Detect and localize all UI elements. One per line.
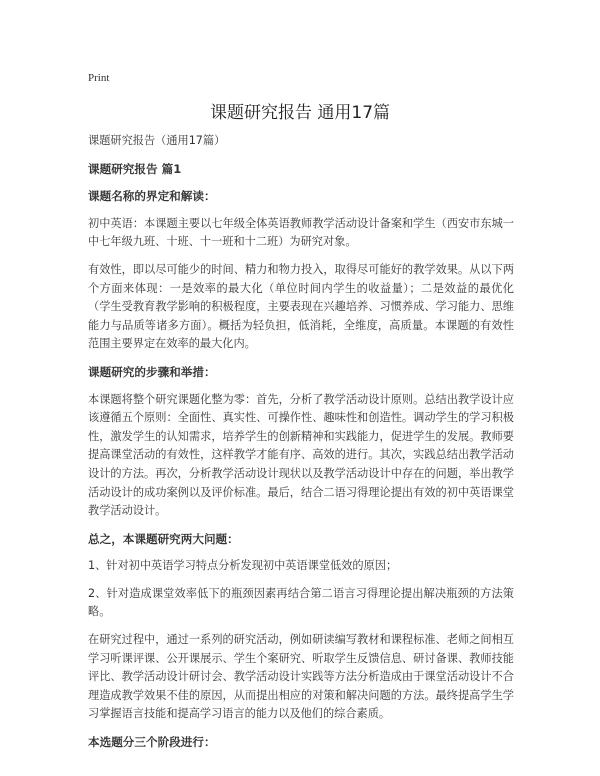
- list-item: 1、针对初中英语学习特点分析发现初中英语课堂低效的原因；: [88, 559, 398, 573]
- paragraph: 有效性，即以尽可能少的时间、精力和物力投入，取得尽可能好的教学效果。从以下两个方面来体现：一是效率的最大化（单位时间内学生的收益量）；二是效益的最优化（学生受教育教学影响的积极程度，主要表现在兴趣培养、习惯养成、学习能力、思维能力与品质等诸多方面）。概括为轻负担，低消耗，全维度，高质量。本课题的有效性范围主要界定在效率的最大化内。: [88, 262, 514, 351]
- paragraph: 初中英语：本课题主要以七年级全体英语教师教学活动设计备案和学生（西安市东城一中七年级九班、十班、十一班和十二班）为研究对象。: [88, 216, 514, 249]
- list-item: 2、针对造成课堂效率低下的瓶颈因素再结合第二语言习得理论提出解决瓶颈的方法策略。: [88, 586, 514, 619]
- heading-steps: 课题研究的步骤和举措：: [88, 364, 216, 379]
- heading-definition: 课题名称的界定和解读：: [88, 189, 216, 204]
- paragraph: 本课题将整个研究课题化整为零：首先，分析了教学活动设计原则。总结出教学设计应该遵循五个原则：全面性、真实性、可操作性、趣味性和创造性。调动学生的学习积极性，激发学生的认知需求，培养学生的创新精神和实践能力，促进学生的发展。教师要提高课堂活动的有效性，这样教学才能有序、高效的进行。其次，实践总结出教学活动设计的方法。再次，分析教学活动设计现状以及教学活动设计中存在的问题，举出教学活动设计的成功案例以及评价标准。最后，结合二语习得理论提出有效的初中英语课堂教学活动设计。: [88, 392, 514, 518]
- section-title: 课题研究报告 篇1: [88, 161, 182, 176]
- heading-two-problems: 总之，本课题研究两大问题：: [88, 531, 239, 546]
- document-body: [88, 132, 514, 761]
- heading-three-stages: 本选题分三个阶段进行：: [88, 735, 216, 750]
- document-title: 课题研究报告 通用17篇: [209, 103, 391, 123]
- paragraph: 在研究过程中，通过一系列的研究活动，例如研读编写教材和课程标准、老师之间相互学习听课评课、公开课展示、学生个案研究、听取学生反馈信息、研讨备课、教师技能评比、教学活动设计研讨会、教学活动设计实践等方法分析造成由于课堂活动设计不合理造成教学效果不佳的原因，从而提出相应的对策和解决问题的方法。最终提高学生学习掌握语言技能和提高学习语言的能力以及他们的综合素质。: [88, 633, 514, 721]
- print-label: Print: [88, 72, 110, 84]
- document-subtitle: 课题研究报告（通用17篇）: [88, 134, 226, 147]
